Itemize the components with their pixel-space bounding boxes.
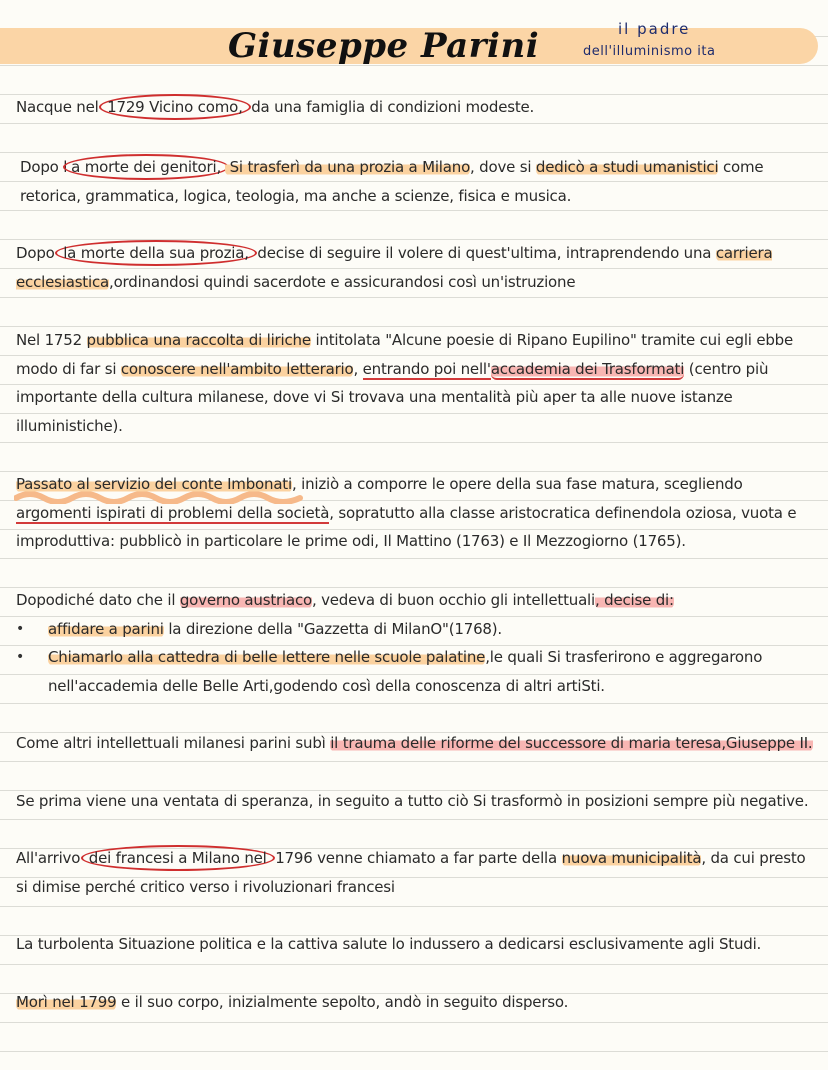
highlight: pubblica una raccolta di liriche [86,331,311,349]
underline: entrando poi nell' [362,359,491,378]
paragraph-birth: Nacque nel 1729 Vicino como, da una famiglia di condizioni modeste. [16,93,816,122]
circled-text: la morte della sua prozia, [55,240,257,266]
page-title: Giuseppe Parini [228,26,540,66]
circled-text: 1729 Vicino como, [99,94,251,120]
list-item: • affidare a parini la direzione della "Gazzetta di MilanO"(1768). [16,615,816,644]
underline: argomenti ispirati di problemi della società [16,503,330,522]
highlight: conoscere nell'ambito letterario [120,359,354,378]
paragraph-death: Morì nel 1799 e il suo corpo, inizialmente sepolto, andò in seguito disperso. [16,993,569,1011]
highlight: accademia dei Trasformati [490,359,685,378]
highlight: Morì nel 1799 [16,993,117,1011]
paragraph-imbonati: Passato al servizio del conte Imbonati, iniziò a comporre le opere della sua fase matura, scegliendo argomenti ispirati di problemi della società, sopratutto alla classe aristocratica definendola oziosa, vuota e improduttiva: pubblicò in particolare le prime odi, Il Mattino (1763) e Il Mezzogiorno (1765). [16,475,797,550]
circled-text: a morte dei genitori, [63,154,229,180]
paragraph-career: Dopo la morte della sua prozia, decise di seguire il volere di quest'ultima, intraprendendo una carriera ecclesiastica,ordinandosi quindi sacerdote e assicurandosi così un'istruzione [16,239,816,296]
highlight: affidare a parini [48,619,164,638]
highlight: governo austriaco [179,591,312,609]
highlight: Si trasferì da una prozia a Milano [225,158,471,176]
list-item: • Chiamarlo alla cattedra di belle lettere nelle scuole palatine,le quali Si trasferirono e aggregarono nell'accademia delle Belle Arti,godendo così della conoscenza di altri artiSti. [16,643,816,700]
highlight: nuova municipalità [561,849,702,867]
highlight: Passato al servizio del conte Imbonati [16,475,292,493]
highlight: , decise di: [595,591,674,609]
paragraph-french: All'arrivo dei francesi a Milano nel 1796 venne chiamato a far parte della nuova municipalità, da cui presto si dimise perché critico verso i rivoluzionari francesi [16,844,816,901]
highlight: il trauma delle riforme del successore di maria teresa,Giuseppe II. [330,734,813,752]
paragraph-austria: Dopodiché dato che il governo austriaco, vedeva di buon occhio gli intellettuali, decise di: • affidare a parini la direzione della "Gazzetta di MilanO"(1768). • Chiamarlo alla cattedra di belle lettere nelle scuole palatine,le quali Si trasferirono e aggregarono nell'accademia delle Belle Arti,godendo così della conoscenza di altri artiSti. [16,586,816,700]
bullet-list [16,615,816,701]
highlight: dedicò a studi umanistici [535,158,719,176]
highlight: carriera ecclesiastica [16,244,773,291]
paragraph-trauma: Come altri intellettuali milanesi parini subì il trauma delle riforme del successore di maria teresa,Giuseppe II. [16,734,813,752]
highlight: Chiamarlo alla cattedra di belle lettere nelle scuole palatine [48,648,486,666]
paragraph-studies-late: La turbolenta Situazione politica e la cattiva salute lo indussero a dedicarsi esclusivamente agli Studi. [16,935,762,953]
handwritten-note-line1: il padre [618,20,691,38]
paragraph-disillusion: Se prima viene una ventata di speranza, in seguito a tutto ciò Si trasformò in posizioni sempre più negative. [16,792,809,810]
paragraph-publication: Nel 1752 pubblica una raccolta di liriche intitolata "Alcune poesie di Ripano Eupilino" tramite cui egli ebbe modo di far si conoscere nell'ambito letterario, entrando poi nell'accademia dei Trasformati (centro più importante della cultura milanese, dove vi Si trovava una mentalità più aper ta alle nuove istanze illuministiche). [16,331,794,435]
handwritten-note-line2: dell'illuminismo ita [583,44,716,59]
circled-text: dei francesi a Milano nel [81,845,275,871]
paragraph-studies: Dopo l a morte dei genitori, Si trasferì da una prozia a Milano, dove si dedicò a studi umanistici come retorica, grammatica, logica, teologia, ma anche a scienze, fisica e musica. [20,153,820,210]
